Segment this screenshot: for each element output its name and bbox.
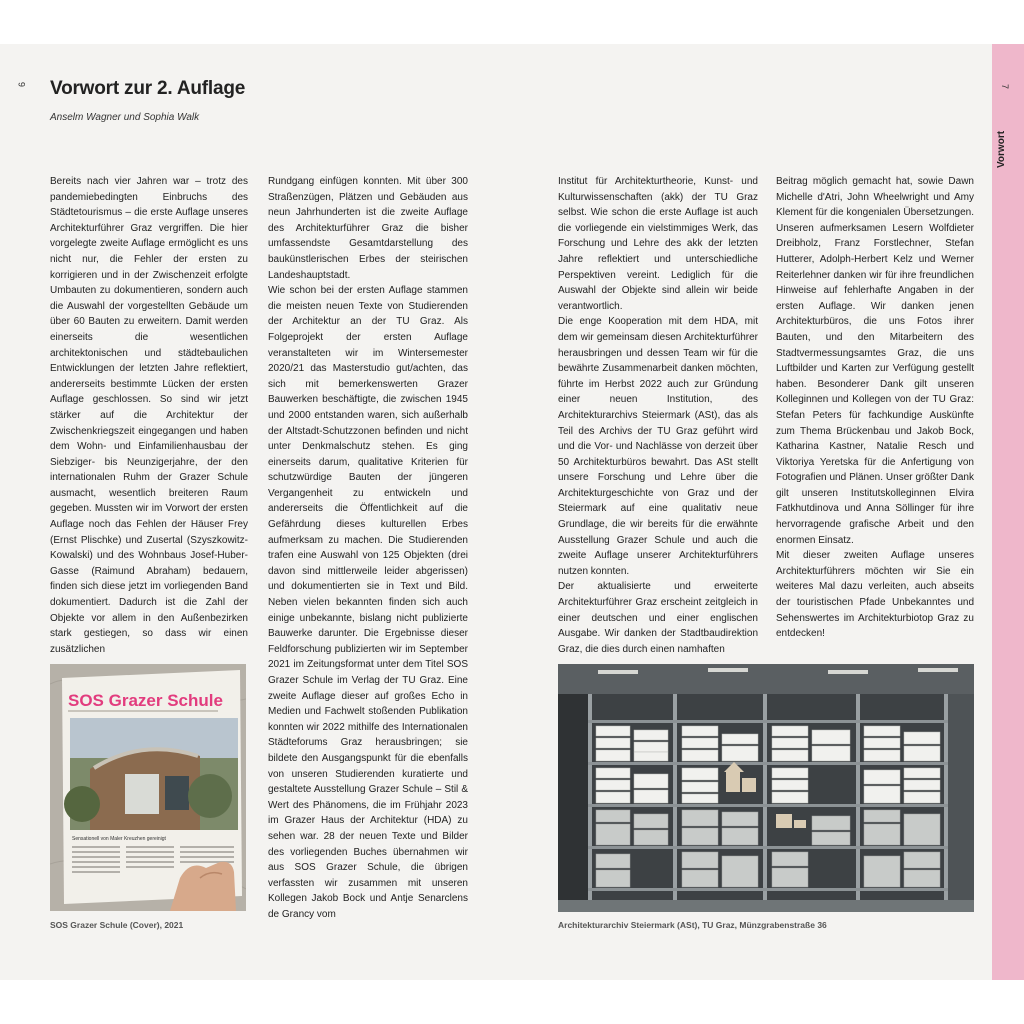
left-page-number: 6 xyxy=(17,82,27,88)
text-column-3 xyxy=(558,174,758,657)
text-column-2 xyxy=(268,174,468,923)
archive-photo xyxy=(558,664,974,912)
paragraph: Der aktualisierte und erweiterte Architekturführer Graz erscheint zeitgleich in einer deutschen und einer englischen Ausgabe. Wir danken der Stadtbaudirektion Graz, die dies durch einen namhaften xyxy=(558,581,758,655)
paragraph: Wie schon bei der ersten Auflage stammen die meisten neuen Texte von Studierenden der Architektur an der TU Graz. Als Folgeprojekt der ersten Auflage veranstalteten wir im Wintersemester 2020/21 das Masterstudio gut/achten, das sich mit bemerkenswerten Grazer Bauwerken beschäftigte, die zwischen 1945 und 2000 entstanden waren, sich außerhalb der Altstadt-Schutzzonen befinden und nicht unter Denkmalschutz stehen. Es ging einerseits darum, qualitative Kriterien für schutzwürdige Bauten der jüngeren Vergangenheit zu entwickeln und andererseits die Öffentlichkeit auf die Gefährdung dieses kulturellen Erbes aufmerksam zu machen. Die Studierenden trafen eine Auswahl von 125 Objekten (drei davon sind mittlerweile leider abgerissen) und dokumentierten sie in Text und Bild. Neben vielen bekannten finden sich auch einige unbekannte, bislang nicht publizierte Bauwerke darunter. Die Ergebnisse dieser Feldforschung publizierten wir im September 2021 im Zeitungsformat unter dem Titel SOS Grazer Schule im Verlag der TU Graz. Eine zweite Auflage dieser auf großes Echo in Medien und Fachwelt stoßenden Publikation konnten wir 2022 mithilfe des Internationalen Städteforums Graz herausbringen; sie bildete den Ausgangspunkt für die ebenfalls von unseren Studierenden kuratierte und gestaltete Ausstellung Grazer Schule – Stil & Wert des Phänomens, die im Frühjahr 2023 im Grazer Haus der Architektur (HDA) zu sehen war. 28 der neuen Texte und Bilder des vorliegenden Buches übernahmen wir aus SOS Grazer Schule, die übrigen verfassten wir zusammen mit unseren Kollegen Jakob Bock und Antje Senarclens de Grancy vom xyxy=(268,285,468,920)
section-tab-label: Vorwort xyxy=(996,130,1007,168)
archive-shelves-illustration xyxy=(558,664,974,912)
paragraph: Bereits nach vier Jahren war – trotz des pandemiebedingten Einbruchs des Städtetourismus – die erste Auflage unseres Architekturführer Graz vergriffen. Die hier vorgelegte zweite Auflage ermöglicht es uns nicht nur, die Fehler der ersten zu korrigieren und in der Zwischenzeit erfolgte Umbauten zu dokumentieren, sondern auch die Auswahl der vorgestellten Gebäude um über 60 Bauten zu erweitern. Damit werden einerseits die wesentlichen architektonischen und städtebaulichen Entwicklungen der letzten Jahre reflektiert, andererseits bestimmte Lücken der ersten Auflage geschlossen. So sind wir jetzt stärker auf die Architektur der Zwischenkriegszeit eingegangen und haben dem Wohn- und Einfamilienhausbau der Siebziger- bis Neunzigerjahre, der den internationalen Ruhm der Grazer Schule ausmacht, wesentlich breiteren Raum gegeben. Mussten wir im Vorwort der ersten Auflage noch das Fehlen der Häuser Frey (Ernst Plischke) und Zusertal (Szyszkowitz-Kowalski) und des Wohnbaus Josef-Huber-Gasse (Raimund Abraham) bedauern, finden sich diese jetzt im vorliegenden Band dokumentiert. Dadurch ist die Zahl der Objekte vor allem in den Außenbezirken stark gestiegen, so dass wir einen zusätzlichen xyxy=(50,176,248,655)
section-tab xyxy=(992,44,1024,980)
text-column-1 xyxy=(50,174,248,657)
page-title: Vorwort zur 2. Auflage xyxy=(50,78,246,99)
cover-subheading: Sensationell von Maler Kreuzhen gereinigt xyxy=(72,836,166,842)
authors-line: Anselm Wagner und Sophia Walk xyxy=(50,112,200,123)
paragraph: Die enge Kooperation mit dem HDA, mit dem wir gemeinsam diesen Architekturführer herausbringen und dessen Team wir für die bewährte Zusammenarbeit danken möchten, führte im Herbst 2022 auch zur Gründung einer neuen Institution, des Architekturarchivs Steiermark (ASt), das als Teil des Archivs der TU Graz geführt wird und die Vor- und Nachlässe von derzeit über 50 Architekturbüros bewahrt. Das ASt stellt unsere Forschung und Lehre über die Architekturgeschichte von Graz und der Steiermark auf eine qualitativ neue Grundlage, die wir bereits für die erwähnte Ausstellung Grazer Schule und auch die zweite Auflage unserer Architekturführers nutzen konnten. xyxy=(558,316,758,577)
paragraph: Mit dieser zweiten Auflage unseres Architekturführers möchten wir Sie ein weiteres Mal dazu verleiten, auch abseits der touristischen Pfade Unbekanntes und Sehenswertes im Architekturbiotop Graz zu entdecken! xyxy=(776,550,974,640)
paragraph: Rundgang einfügen konnten. Mit über 300 Straßenzügen, Plätzen und Gebäuden aus neun Jahrhunderten ist die zweite Auflage des Architekturführer Graz die bisher umfassendste Gesamtdarstellung des baukünstlerischen Erbes der steirischen Landeshauptstadt. xyxy=(268,176,468,281)
cover-photo xyxy=(50,664,246,911)
cover-photo-illustration xyxy=(50,664,246,911)
text-column-4 xyxy=(776,174,974,642)
cover-title: SOS Grazer Schule xyxy=(68,691,223,710)
paragraph: Beitrag möglich gemacht hat, sowie Dawn Michelle d'Atri, John Wheelwright und Amy Klement für die kongenialen Übersetzungen. Unseren aufmerksamen Lesern Wolfdieter Dreibholz, Franz Forstlechner, Stefan Hutterer, Adolph-Herbert Kelz und Werner Reiterlehner danken wir für ihre freundlichen Hinweise auf fehlerhafte Angaben in der ersten Auflage. Wir danken jenen Architekturbüros, die uns Fotos ihrer Bauten, und den Mitarbeitern des Stadtvermessungsamtes Graz, die uns Luftbilder und Karten zur Verfügung gestellt haben. Besonderer Dank gilt unseren Kolleginnen und Kollegen von der TU Graz: Stefan Peters für fachkundige Auskünfte zum Thema Brückenbau und Jakob Bock, Katharina Kastner, Natalie Resch und Viktoriya Yeretska für die Anfertigung von Fotografien und Plänen. Unser größter Dank gilt unseren Institutskolleginnen Elvira Fatkhutdinova und Anna Söllinger für ihre hervorragende grafische Arbeit und den enormen Einsatz. xyxy=(776,176,974,546)
cover-caption: SOS Grazer Schule (Cover), 2021 xyxy=(50,920,184,930)
archive-caption: Architekturarchiv Steiermark (ASt), TU Graz, Münzgrabenstraße 36 xyxy=(558,920,827,930)
paragraph: Institut für Architekturtheorie, Kunst- und Kulturwissenschaften (akk) der TU Graz selbst. Wie schon die erste Auflage ist auch die vorliegende ein vielstimmiges Werk, das Forschung und Lehre des akk der letzten Jahre reflektiert und unterschiedliche Perspektiven vereint. Lediglich für die Auswahl der Objekte sind allein wir beide verantwortlich. xyxy=(558,176,758,312)
right-page-number: 7 xyxy=(1000,84,1010,90)
